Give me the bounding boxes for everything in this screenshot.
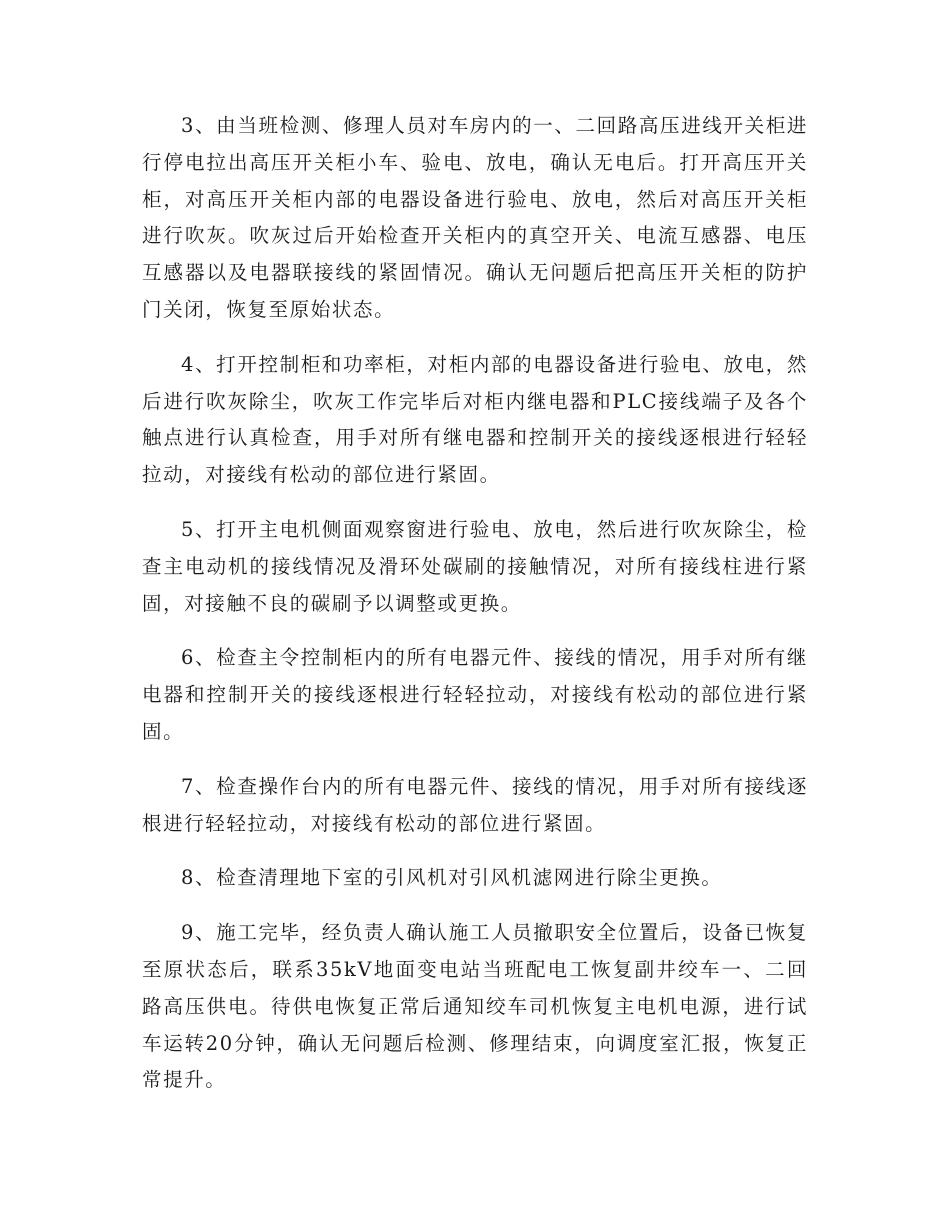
paragraph-step-4: 4、打开控制柜和功率柜，对柜内部的电器设备进行验电、放电，然后进行吹灰除尘，吹灰工作完毕后对柜内继电器和PLC接线端子及各个触点进行认真检查，用手对所有继电器和控制开关的接线逐根进行轻轻拉动，对接线有松动的部位进行紧固。 [142, 352, 808, 487]
document-body [142, 108, 808, 1117]
paragraph-step-8: 8、检查清理地下室的引风机对引风机滤网进行除尘更换。 [181, 866, 723, 890]
paragraph-step-5: 5、打开主电机侧面观察窗进行验电、放电，然后进行吹灰除尘，检查主电动机的接线情况及滑环处碳刷的接触情况，对所有接线柱进行紧固，对接触不良的碳刷予以调整或更换。 [142, 517, 808, 615]
paragraph-step-7: 7、检查操作台内的所有电器元件、接线的情况，用手对所有接线逐根进行轻轻拉动，对接线有松动的部位进行紧固。 [142, 774, 808, 835]
paragraph-step-3: 3、由当班检测、修理人员对车房内的一、二回路高压进线开关柜进行停电拉出高压开关柜小车、验电、放电，确认无电后。打开高压开关柜，对高压开关柜内部的电器设备进行验电、放电，然后对高压开关柜进行吹灰。吹灰过后开始检查开关柜内的真空开关、电流互感器、电压互感器以及电器联接线的紧固情况。确认无问题后把高压开关柜的防护门关闭，恢复至原始状态。 [142, 114, 808, 321]
paragraph-step-6: 6、检查主令控制柜内的所有电器元件、接线的情况，用手对所有继电器和控制开关的接线逐根进行轻轻拉动，对接线有松动的部位进行紧固。 [142, 646, 808, 743]
paragraph-step-9: 9、施工完毕，经负责人确认施工人员撤职安全位置后，设备已恢复至原状态后，联系35kV地面变电站当班配电工恢复副井绞车一、二回路高压供电。待供电恢复正常后通知绞车司机恢复主电机电源，进行试车运转20分钟，确认无问题后检测、修理结束，向调度室汇报，恢复正常提升。 [142, 921, 808, 1092]
